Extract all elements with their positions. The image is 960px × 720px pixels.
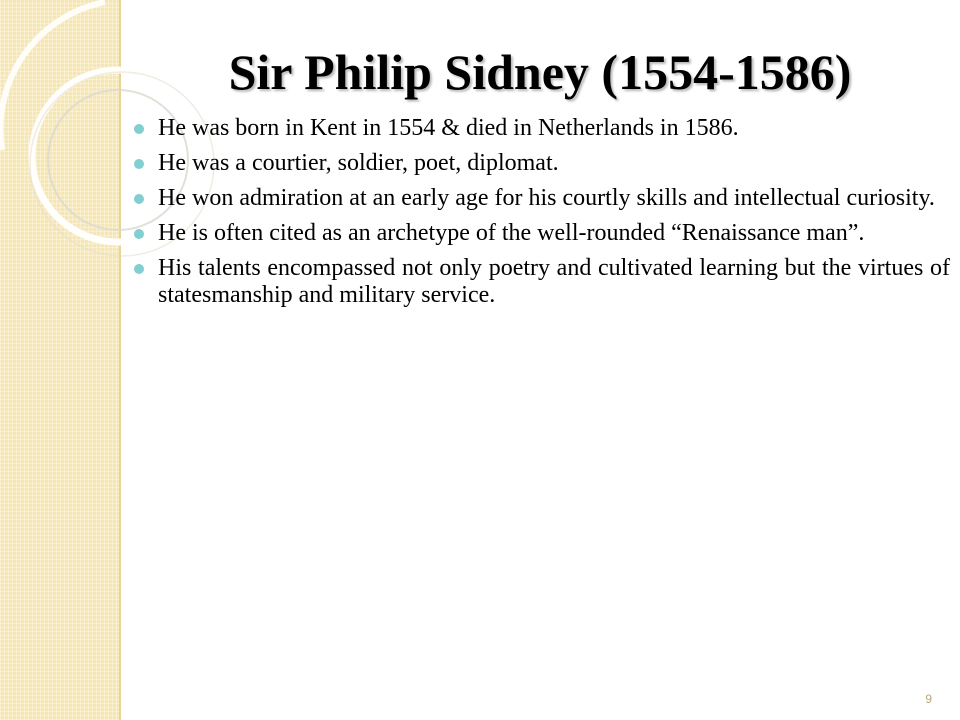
bullet-item [132,185,950,212]
bullet-item [132,150,950,177]
bullet-item [132,220,950,247]
bullet-dot-icon [134,194,144,204]
slide-title: Sir Philip Sidney (1554-1586) [228,44,852,100]
bullet-text: He was a courtier, soldier, poet, diplomat. [158,150,559,176]
bullet-dot-icon [134,159,144,169]
bullet-item [132,255,950,309]
bullet-text: He is often cited as an archetype of the well-rounded “Renaissance man”. [158,220,865,246]
bullet-item [132,115,950,142]
page-number: 9 [925,692,932,706]
bullet-text: His talents encompassed not only poetry and cultivated learning but the virtues of statesmanship and military service. [158,255,950,308]
bullet-dot-icon [134,264,144,274]
bullet-text: He won admiration at an early age for his courtly skills and intellectual curiosity. [158,185,935,211]
bullet-dot-icon [134,124,144,134]
bullet-text: He was born in Kent in 1554 & died in Netherlands in 1586. [158,115,739,141]
bullet-dot-icon [134,229,144,239]
bullet-list [132,115,950,317]
